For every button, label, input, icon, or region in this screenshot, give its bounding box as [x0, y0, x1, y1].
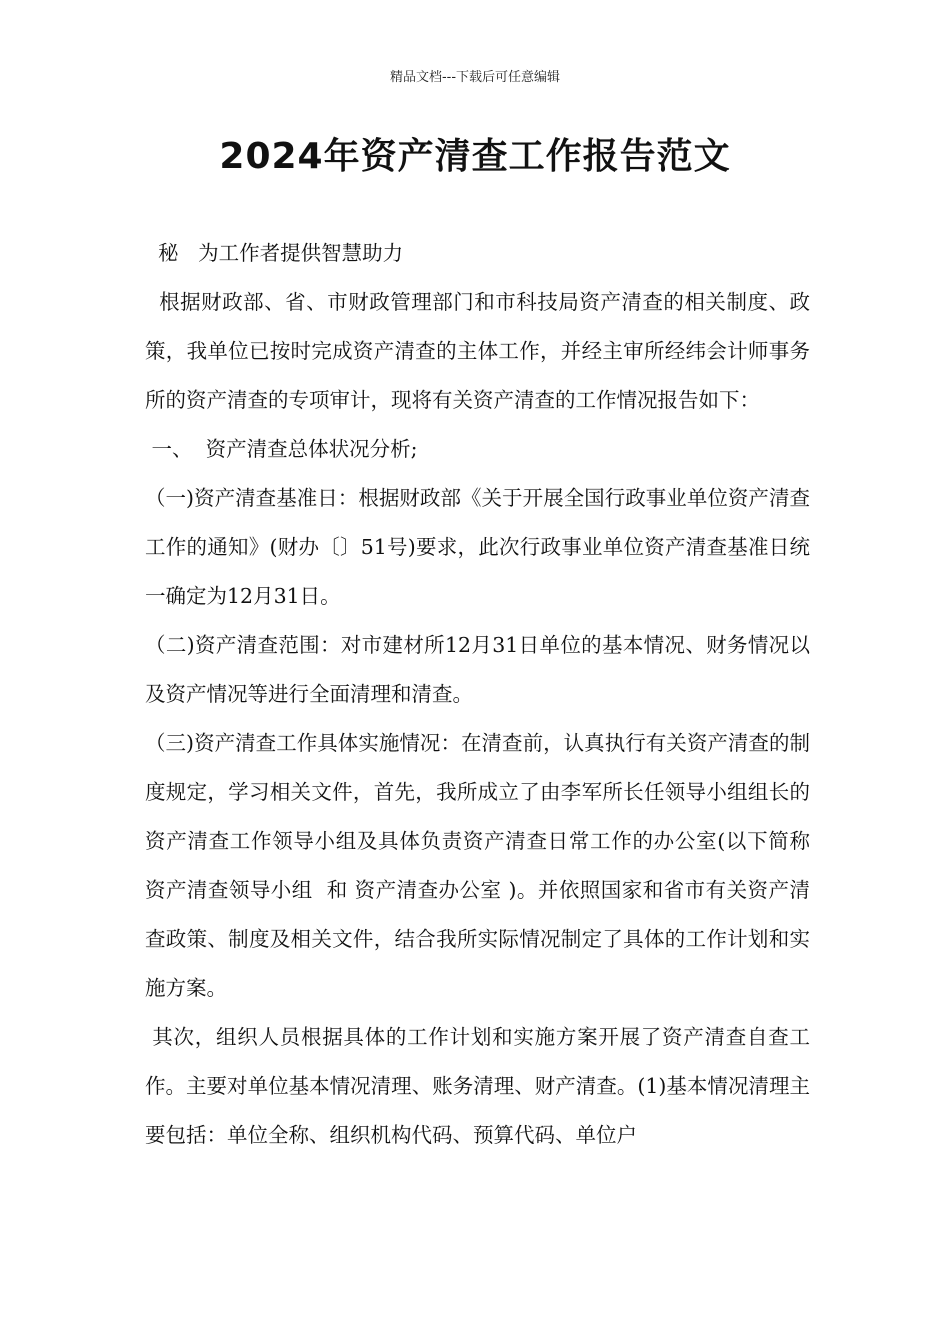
section-heading-1: 一、 资产清查总体状况分析;: [145, 437, 418, 461]
paragraph-item-2: （二)资产清查范围：对市建材所12月31日单位的基本情况、财务情况以及资产情况等进行全面清理和清查。: [145, 633, 810, 706]
paragraph-item-1: （一)资产清查基准日：根据财政部《关于开展全国行政事业单位资产清查工作的通知》(财办〔〕51号)要求，此次行政事业单位资产清查基准日统一确定为12月31日。: [145, 486, 810, 608]
page-header: 精品文档---下载后可任意编辑: [389, 70, 561, 85]
paragraph-next: 其次，组织人员根据具体的工作计划和实施方案开展了资产清查自查工作。主要对单位基本情况清理、账务清理、财产清查。(1)基本情况清理主要包括：单位全称、组织机构代码、预算代码、单位户: [145, 1025, 810, 1147]
document-title: 2024年资产清查工作报告范文: [219, 136, 731, 177]
paragraph-slogan: 秘 为工作者提供智慧助力: [145, 241, 404, 265]
document-body: [145, 229, 817, 1160]
paragraph-item-3: （三)资产清查工作具体实施情况：在清查前，认真执行有关资产清查的制度规定，学习相关文件，首先，我所成立了由李军所长任领导小组组长的资产清查工作领导小组及具体负责资产清查日常工作的办公室(以下简称 资产清查领导小组 和 资产清查办公室 )。并依照国家和省市有关资产清查政策、制度及相关文件，结合我所实际情况制定了具体的工作计划和实施方案。: [145, 731, 817, 1000]
paragraph-intro: 根据财政部、省、市财政管理部门和市科技局资产清查的相关制度、政策，我单位已按时完成资产清查的主体工作，并经主审所经纬会计师事务所的资产清查的专项审计，现将有关资产清查的工作情况报告如下：: [145, 290, 810, 412]
